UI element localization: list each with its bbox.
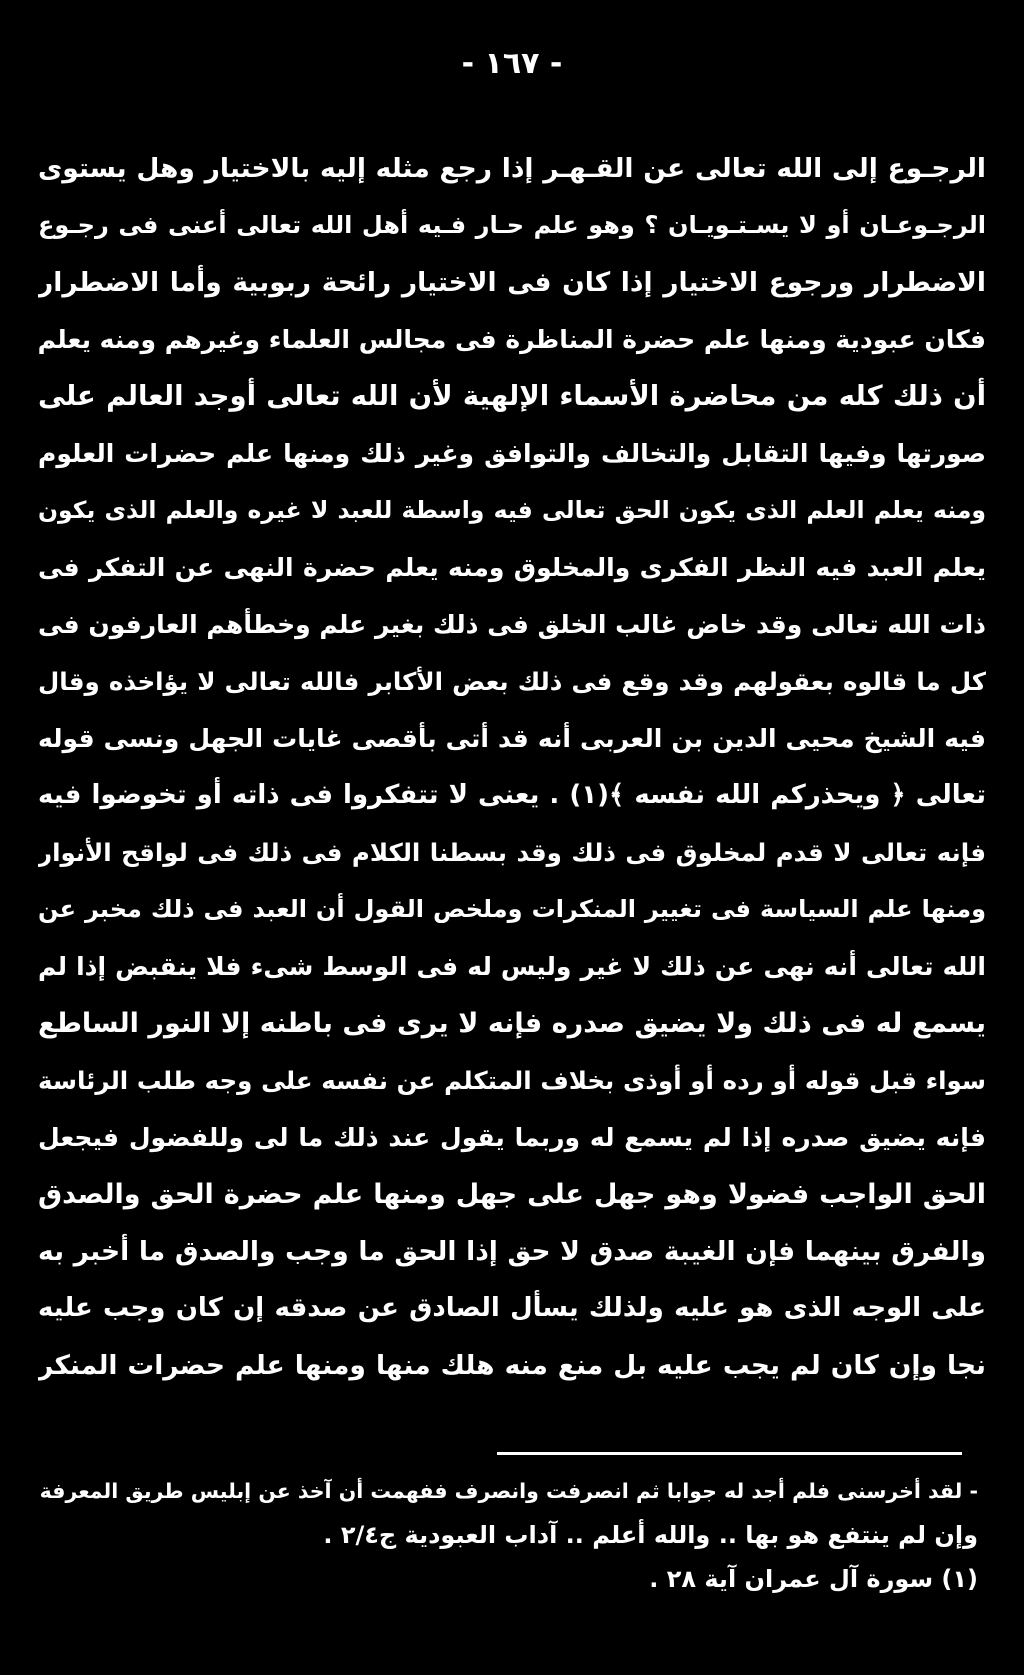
body-text: [38, 140, 986, 1394]
text-line: الحق الواجب فضولا وهو جهل على جهل ومنها علم حضرة الحق والصدق: [38, 1179, 986, 1210]
text-line: أن ذلك كله من محاضرة الأسماء الإلهية لأن الله تعالى أوجد العالم على: [38, 380, 986, 412]
footnote-line: (١) سورة آل عمران آية ٢٨ .: [649, 1565, 978, 1593]
text-line: على الوجه الذى هو عليه ولذلك يسأل الصادق عن صدقه إن كان وجب عليه: [38, 1293, 986, 1323]
page-number: - ١٦٧ -: [461, 46, 563, 81]
text-line: ذات الله تعالى وقد خاض غالب الخلق فى ذلك بغير علم وخطأهم العارفون فى: [38, 610, 986, 639]
text-line: الرجـوع إلى الله تعالى عن القـهـر إذا رجع مثله إليه بالاختيار وهل يستوى: [38, 153, 986, 184]
text-line: يعلم العبد فيه النظر الفكرى والمخلوق ومنه يعلم حضرة النهى عن التفكر فى: [38, 553, 986, 582]
text-line: فإنه يضيق صدره إذا لم يسمع له وربما يقول عند ذلك ما لى وللفضول فيجعل: [38, 1123, 986, 1152]
text-line: سواء قبل قوله أو رده أو أوذى بخلاف المتكلم عن نفسه على وجه طلب الرئاسة: [38, 1066, 986, 1095]
text-line: فكان عبودية ومنها علم حضرة المناظرة فى مجالس العلماء وغيرهم ومنه يعلم: [38, 325, 986, 354]
text-line: صورتها وفيها التقابل والتخالف والتوافق وغير ذلك ومنها علم حضرات العلوم: [38, 439, 986, 468]
text-line: ومنه يعلم العلم الذى يكون الحق تعالى فيه واسطة للعبد لا غيره والعلم الذى يكون: [38, 496, 986, 524]
text-line: كل ما قالوه بعقولهم وقد وقع فى ذلك بعض الأكابر فالله تعالى لا يؤاخذه وقال: [38, 667, 986, 696]
footnote-line: - لقد أخرسنى فلم أجد له جوابا ثم انصرفت وانصرف ففهمت أن آخذ عن إبليس طريق المعرفة: [39, 1479, 978, 1503]
text-line: يسمع له فى ذلك ولا يضيق صدره فإنه لا يرى فى باطنه إلا النور الساطع: [38, 1008, 986, 1039]
text-line: الرجـوعـان أو لا يسـتـويـان ؟ وهو علم حـار فـيه أهل الله تعالى أعنى فى رجـوع: [38, 211, 986, 239]
text-line: نجا وإن كان لم يجب عليه بل منع منه هلك منها ومنها علم حضرات المنكر: [38, 1350, 986, 1381]
footnote-divider: [497, 1452, 962, 1455]
footnote-line: وإن لم ينتفع هو بها .. والله أعلم .. آداب العبودية ج٢/٤ .: [323, 1521, 978, 1549]
footnotes: [38, 1469, 986, 1601]
text-line: الله تعالى أنه نهى عن ذلك لا غير وليس له فى الوسط شىء فلا ينقبض إذا لم: [38, 952, 986, 981]
text-line: الاضطرار ورجوع الاختيار إذا كان فى الاختيار رائحة ربوبية وأما الاضطرار: [38, 267, 986, 298]
text-line: فإنه تعالى لا قدم لمخلوق فى ذلك وقد بسطنا الكلام فى ذلك فى لواقح الأنوار: [38, 838, 986, 867]
text-line: فيه الشيخ محيى الدين بن العربى أنه قد أتى بأقصى غايات الجهل ونسى قوله: [38, 724, 986, 753]
text-line: والفرق بينهما فإن الغيبة صدق لا حق إذا الحق ما وجب والصدق ما أخبر به: [38, 1236, 986, 1267]
text-line: تعالى ﴿ ويحذركم الله نفسه ﴾(١) . يعنى لا تتفكروا فى ذاته أو تخوضوا فيه: [38, 780, 986, 810]
text-line: ومنها علم السياسة فى تغيير المنكرات وملخص القول أن العبد فى ذلك مخبر عن: [38, 895, 986, 923]
